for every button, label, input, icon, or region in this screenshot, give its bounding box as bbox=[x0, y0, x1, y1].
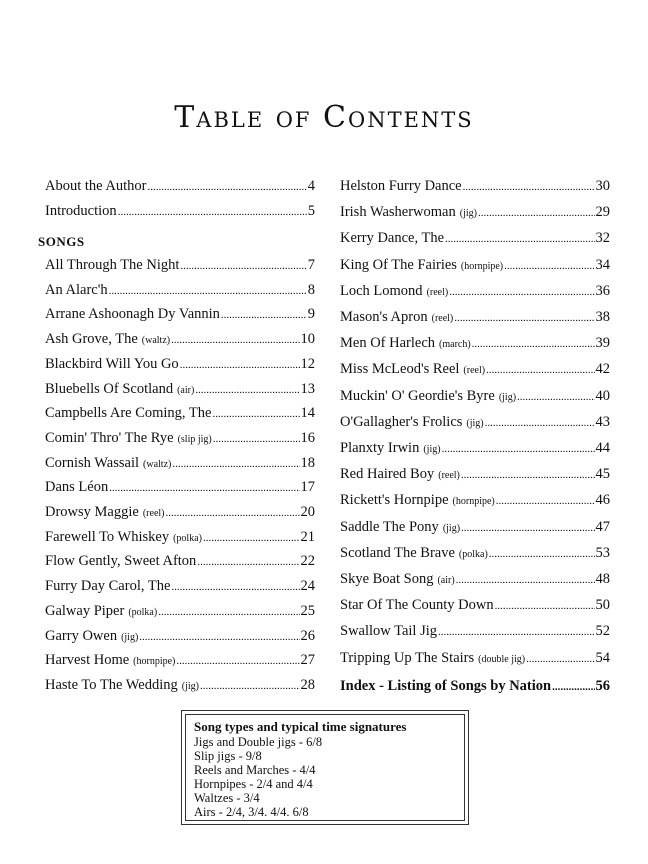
entry-page: 25 bbox=[300, 602, 315, 619]
entry-title: Blackbird Will You Go bbox=[45, 355, 179, 372]
legend-inner-frame bbox=[185, 714, 465, 821]
dot-leader bbox=[171, 331, 299, 349]
entry-page: 47 bbox=[595, 518, 610, 535]
entry-song-type: (jig) bbox=[442, 522, 461, 534]
entry-page: 56 bbox=[595, 678, 610, 694]
entry-song-type: (jig) bbox=[121, 631, 139, 643]
entry-song-type: (waltz) bbox=[143, 458, 172, 470]
entry-song-type: (jig) bbox=[466, 417, 484, 429]
toc-entry-song[interactable] bbox=[45, 429, 315, 449]
entry-page: 10 bbox=[300, 331, 315, 348]
legend-line: Slip jigs - 9/8 bbox=[194, 749, 262, 763]
dot-leader bbox=[109, 282, 307, 300]
entry-title: Red Haired Boy bbox=[340, 466, 435, 483]
entry-title: Galway Piper bbox=[45, 602, 125, 619]
entry-page: 20 bbox=[300, 504, 315, 520]
entry-page: 27 bbox=[300, 652, 315, 669]
entry-title: Garry Owen bbox=[45, 627, 118, 644]
entry-title: King Of The Fairies bbox=[340, 256, 457, 273]
toc-entry-song[interactable] bbox=[45, 305, 315, 324]
dot-leader bbox=[171, 578, 299, 596]
entry-title: Miss McLeod's Reel bbox=[340, 361, 460, 378]
entry-song-type: (hornpipe) bbox=[460, 260, 504, 272]
dot-leader bbox=[195, 381, 299, 399]
entry-title: Saddle The Pony bbox=[340, 518, 439, 535]
entry-title: Campbells Are Coming, The bbox=[45, 405, 212, 422]
dot-leader bbox=[172, 455, 299, 473]
legend-line: Hornpipes - 2/4 and 4/4 bbox=[194, 777, 313, 791]
entry-title: Mason's Apron bbox=[340, 309, 428, 325]
dot-leader bbox=[203, 529, 300, 547]
toc-entry-song[interactable] bbox=[45, 503, 315, 523]
entry-page: 46 bbox=[595, 492, 610, 509]
toc-entry-song[interactable] bbox=[45, 528, 315, 548]
entry-page: 30 bbox=[595, 178, 610, 194]
dot-leader bbox=[200, 677, 300, 695]
entry-song-type: (jig) bbox=[181, 680, 199, 692]
entry-page: 4 bbox=[307, 178, 315, 194]
entry-song-type: (double jig) bbox=[478, 653, 526, 665]
entry-page: 29 bbox=[595, 204, 610, 221]
entry-page: 38 bbox=[595, 309, 610, 325]
toc-entry-song[interactable] bbox=[45, 256, 315, 275]
entry-song-type: (reel) bbox=[463, 365, 486, 377]
entry-song-type: (reel) bbox=[438, 470, 460, 482]
toc-entry-song[interactable] bbox=[45, 602, 315, 622]
entry-page: 39 bbox=[595, 335, 610, 352]
dot-leader bbox=[180, 257, 306, 275]
entry-page: 9 bbox=[307, 306, 315, 323]
entry-page: 52 bbox=[595, 623, 610, 640]
entry-title: Planxty Irwin bbox=[340, 440, 420, 456]
entry-song-type: (polka) bbox=[173, 532, 202, 544]
entry-title: O'Gallagher's Frolics bbox=[340, 413, 463, 430]
legend-title: Song types and typical time signatures bbox=[194, 719, 407, 734]
entry-title: Furry Day Carol, The bbox=[45, 578, 171, 595]
entry-song-type: (air) bbox=[177, 384, 195, 396]
songs-section-heading: SONGS bbox=[38, 234, 85, 249]
toc-entry-song[interactable] bbox=[45, 478, 315, 497]
entry-page: 42 bbox=[595, 361, 610, 378]
dot-leader bbox=[221, 306, 307, 324]
entry-title: Farewell To Whiskey bbox=[45, 528, 170, 545]
legend-line: Airs - 2/4, 3/4. 4/4. 6/8 bbox=[194, 805, 309, 819]
entry-page: 43 bbox=[595, 413, 610, 430]
toc-entry-song[interactable] bbox=[45, 676, 315, 696]
entry-song-type: (reel) bbox=[426, 286, 449, 298]
entry-title: Men Of Harlech bbox=[340, 335, 436, 352]
entry-page: 45 bbox=[595, 466, 610, 483]
entry-title: Skye Boat Song bbox=[340, 571, 434, 587]
entry-title: An Alarc'h bbox=[45, 281, 108, 298]
toc-entry-song[interactable] bbox=[45, 651, 315, 671]
page-title: Table of Contents bbox=[174, 100, 474, 135]
entry-title: Muckin' O' Geordie's Byre bbox=[340, 387, 495, 404]
legend-line: Waltzes - 3/4 bbox=[194, 791, 260, 805]
dot-leader bbox=[158, 603, 299, 621]
entry-song-type: (hornpipe) bbox=[452, 496, 495, 508]
entry-title: Kerry Dance, The bbox=[340, 230, 444, 247]
entry-song-type: (slip jig) bbox=[177, 433, 212, 445]
entry-title: Loch Lomond bbox=[340, 282, 423, 299]
entry-title: Cornish Wassail bbox=[45, 454, 140, 471]
entry-title: About the Author bbox=[45, 178, 147, 194]
entry-page: 48 bbox=[595, 571, 610, 587]
legend-line: Reels and Marches - 4/4 bbox=[194, 763, 316, 777]
entry-page: 40 bbox=[595, 387, 610, 404]
legend-line: Jigs and Double jigs - 6/8 bbox=[194, 735, 323, 749]
entry-song-type: (air) bbox=[437, 575, 455, 586]
dot-leader bbox=[139, 628, 299, 646]
dot-leader bbox=[212, 405, 299, 423]
dot-leader bbox=[197, 553, 299, 571]
entry-page: 7 bbox=[307, 257, 315, 273]
entry-page: 13 bbox=[300, 380, 315, 397]
entry-title: Harvest Home bbox=[45, 652, 130, 669]
entry-page: 54 bbox=[595, 649, 610, 666]
entry-song-type: (waltz) bbox=[141, 335, 171, 347]
dot-leader bbox=[176, 652, 299, 670]
toc-entry-song[interactable] bbox=[45, 627, 315, 647]
entry-title: Introduction bbox=[45, 203, 117, 219]
entry-title: Index - Listing of Songs by Nation bbox=[340, 678, 552, 694]
entry-song-type: (jig) bbox=[459, 208, 477, 220]
entry-song-type: (polka) bbox=[458, 548, 488, 560]
entry-page: 36 bbox=[595, 282, 610, 299]
dot-leader bbox=[213, 430, 300, 448]
entry-page: 32 bbox=[595, 230, 610, 247]
entry-page: 53 bbox=[595, 544, 610, 561]
entry-page: 5 bbox=[307, 203, 315, 219]
entry-page: 50 bbox=[595, 597, 610, 614]
entry-title: Arrane Ashoonagh Dy Vannin bbox=[45, 306, 220, 323]
toc-entry-song[interactable] bbox=[45, 355, 315, 374]
entry-song-type: (march) bbox=[439, 339, 471, 351]
toc-entry-song[interactable] bbox=[45, 404, 315, 423]
entry-title: Rickett's Hornpipe bbox=[340, 492, 449, 509]
entry-song-type: (jig) bbox=[498, 391, 517, 403]
entry-title: Haste To The Wedding bbox=[45, 676, 178, 693]
entry-page: 26 bbox=[300, 627, 315, 644]
toc-entry-song[interactable] bbox=[45, 577, 315, 596]
entry-page: 24 bbox=[300, 578, 315, 595]
dot-leader bbox=[180, 356, 300, 374]
entry-song-type: (jig) bbox=[423, 444, 441, 455]
entry-title: Ash Grove, The bbox=[45, 331, 138, 348]
entry-title: All Through The Night bbox=[45, 257, 180, 273]
toc-entry-song[interactable] bbox=[45, 281, 315, 300]
toc-entry-song[interactable] bbox=[45, 454, 315, 474]
entry-title: Helston Furry Dance bbox=[340, 178, 462, 194]
song-types-legend-box bbox=[181, 710, 469, 825]
toc-entry-index[interactable] bbox=[340, 677, 610, 696]
entry-title: Drowsy Maggie bbox=[45, 504, 139, 520]
entry-title: Comin' Thro' The Rye bbox=[45, 429, 174, 446]
entry-title: Dans Léon bbox=[45, 479, 109, 496]
entry-title: Bluebells Of Scotland bbox=[45, 380, 174, 397]
toc-entry-song[interactable] bbox=[45, 330, 315, 350]
toc-entry-song[interactable] bbox=[45, 380, 315, 400]
entry-song-type: (reel) bbox=[431, 313, 454, 324]
entry-song-type: (reel) bbox=[142, 508, 165, 519]
entry-page: 18 bbox=[300, 454, 315, 471]
entry-page: 8 bbox=[307, 281, 315, 298]
entry-title: Tripping Up The Stairs bbox=[340, 649, 475, 666]
entry-page: 34 bbox=[595, 256, 610, 273]
entry-page: 21 bbox=[300, 528, 315, 545]
toc-entry-song[interactable] bbox=[45, 552, 315, 571]
entry-page: 14 bbox=[300, 405, 315, 422]
entry-page: 28 bbox=[300, 676, 315, 693]
entry-title: Scotland The Brave bbox=[340, 544, 455, 561]
entry-song-type: (hornpipe) bbox=[133, 656, 176, 668]
entry-page: 12 bbox=[300, 355, 315, 372]
entry-page: 16 bbox=[300, 429, 315, 446]
dot-leader bbox=[109, 479, 299, 497]
entry-page: 44 bbox=[595, 440, 610, 456]
entry-page: 17 bbox=[300, 479, 315, 496]
dot-leader bbox=[166, 504, 300, 522]
entry-page: 22 bbox=[300, 553, 315, 570]
entry-title: Star Of The County Down bbox=[340, 597, 494, 614]
entry-song-type: (polka) bbox=[128, 606, 158, 618]
entry-title: Irish Washerwoman bbox=[340, 204, 456, 221]
dot-leader bbox=[552, 678, 594, 696]
entry-title: Flow Gently, Sweet Afton bbox=[45, 553, 197, 570]
entry-title: Swallow Tail Jig bbox=[340, 623, 437, 640]
